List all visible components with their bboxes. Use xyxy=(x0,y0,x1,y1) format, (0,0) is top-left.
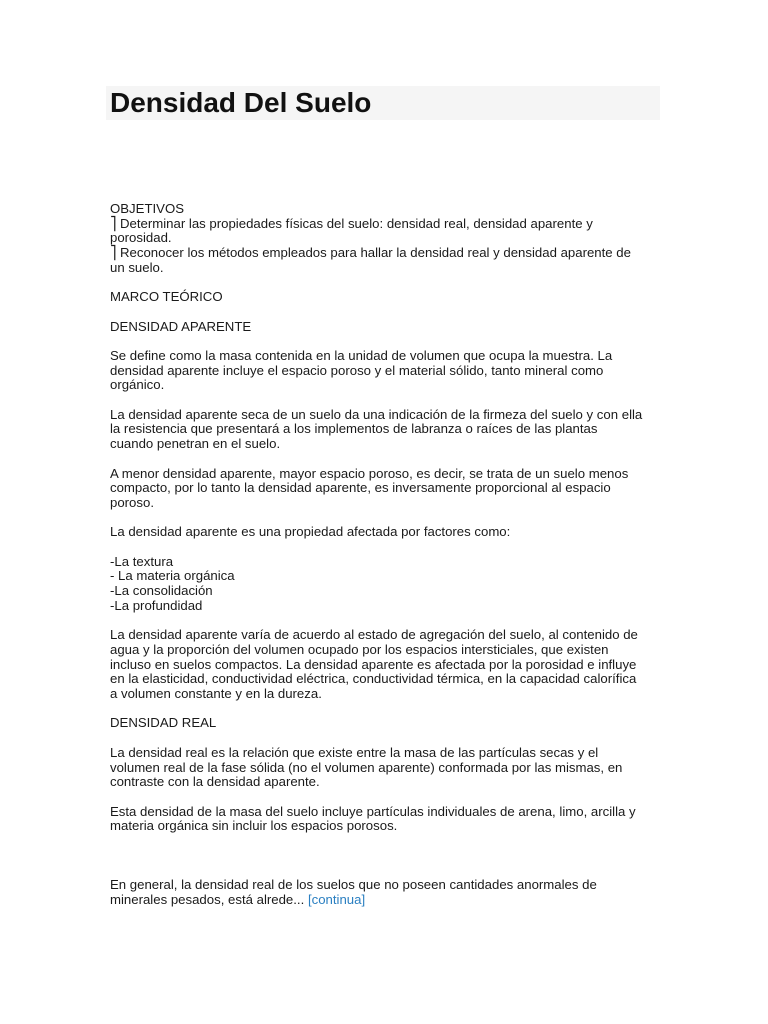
paragraph: La densidad aparente varía de acuerdo al estado de agregación del suelo, al contenido de agua y la proporción del volumen ocupado por los espacios intersticiales, que existen incluso en suelos compactos. La densidad aparente es afectada por la porosidad e influye en la elasticidad, conductividad eléctrica, conductividad térmica, en la capacidad calorífica a volumen constante y en la dureza. xyxy=(110,627,638,702)
bullet-glyph: ⎤ xyxy=(110,215,117,231)
objetivos-heading: OBJETIVOS xyxy=(110,201,185,216)
paragraph: Se define como la masa contenida en la unidad de volumen que ocupa la muestra. La densidad aparente incluye el espacio poroso y el material sólido, tanto mineral como orgánico. xyxy=(110,347,613,393)
paragraph-text: En general, la densidad real de los suelos que no poseen cantidades anormales de minerales pesados, está alrede... xyxy=(110,877,597,907)
title-bar xyxy=(106,86,660,120)
paragraph-with-link xyxy=(110,878,662,907)
objetivo-text: Reconocer los métodos empleados para hallar la densidad real y densidad aparente de un suelo. xyxy=(110,245,631,275)
factor-item: - La materia orgánica xyxy=(110,568,235,584)
paragraph: La densidad real es la relación que existe entre la masa de las partículas secas y el volumen real de la fase sólida (no el volumen aparente) conformada por las mismas, en contraste con la densidad aparente. xyxy=(110,744,623,790)
paragraph: La densidad aparente seca de un suelo da una indicación de la firmeza del suelo y con ella la resistencia que presentará a los implementos de labranza o raíces de las plantas cuando penetran en el suelo. xyxy=(110,406,643,452)
paragraph: La densidad aparente es una propiedad afectada por factores como: xyxy=(110,524,511,540)
continue-link[interactable]: [continua] xyxy=(307,891,366,907)
aparente-heading: DENSIDAD APARENTE xyxy=(110,318,252,334)
marco-heading: MARCO TEÓRICO xyxy=(110,289,223,305)
real-heading: DENSIDAD REAL xyxy=(110,715,217,731)
factor-item: -La consolidación xyxy=(110,583,213,599)
objetivo-item xyxy=(110,246,662,275)
factor-item: -La profundidad xyxy=(110,597,203,613)
page-title: Densidad Del Suelo xyxy=(110,87,372,118)
objetivo-item xyxy=(110,217,662,246)
document-body xyxy=(110,202,662,907)
paragraph: A menor densidad aparente, mayor espacio poroso, es decir, se trata de un suelo menos compacto, por lo tanto la densidad aparente, es inversamente proporcional al espacio poroso. xyxy=(110,465,629,510)
paragraph: Esta densidad de la masa del suelo incluye partículas individuales de arena, limo, arcilla y materia orgánica sin incluir los espacios porosos. xyxy=(110,803,636,834)
bullet-glyph: ⎤ xyxy=(110,245,117,261)
factor-item: -La textura xyxy=(110,553,174,569)
objetivo-text: Determinar las propiedades físicas del suelo: densidad real, densidad aparente y porosidad. xyxy=(110,215,593,246)
